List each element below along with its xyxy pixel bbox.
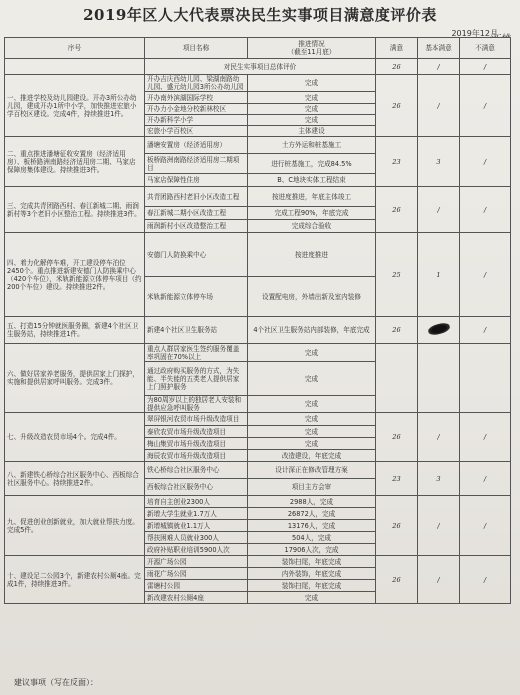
- project-progress: 进行桩基施工，完成84.5%: [248, 154, 376, 174]
- table-row: [5, 413, 511, 426]
- score-unsatisfied[interactable]: /: [460, 187, 511, 233]
- project-progress: 完成: [248, 115, 376, 126]
- project-progress: 完成工程90%，年底完成: [248, 207, 376, 220]
- score-satisfied[interactable]: 23: [376, 137, 418, 187]
- table-row: [5, 187, 511, 207]
- score-basic[interactable]: /: [418, 413, 460, 462]
- score-basic[interactable]: 3: [418, 462, 460, 496]
- score-satisfied[interactable]: 26: [376, 556, 418, 604]
- project-progress: 设置配电房，外墙出新及室内装修: [248, 277, 376, 317]
- score-unsatisfied[interactable]: /: [460, 75, 511, 137]
- table-row: [5, 75, 511, 92]
- table-row: [5, 233, 511, 277]
- project-name: 新建4个社区卫生服务站: [145, 317, 248, 344]
- scribble-mark: [427, 321, 451, 336]
- overview-score-basic[interactable]: /: [418, 59, 460, 75]
- table-row: [5, 137, 511, 154]
- score-unsatisfied[interactable]: /: [460, 317, 511, 344]
- project-progress: 4个社区卫生服务站内部装修，年底完成: [248, 317, 376, 344]
- score-basic[interactable]: [418, 344, 460, 413]
- score-basic[interactable]: /: [418, 496, 460, 556]
- project-name: 雨花广场公园: [145, 568, 248, 580]
- score-unsatisfied[interactable]: /: [460, 462, 511, 496]
- score-basic[interactable]: /: [418, 556, 460, 604]
- score-satisfied[interactable]: 25: [376, 233, 418, 317]
- project-name: 米轨新能源立体停车场: [145, 277, 248, 317]
- project-progress: 17906人次，完成: [248, 544, 376, 556]
- group-description: 十、建设足二公园3个，新建农村公厕4座。完成1件，持续推进3件。: [5, 556, 145, 604]
- score-satisfied[interactable]: 26: [376, 413, 418, 462]
- header-name: 项目名称: [145, 38, 248, 59]
- project-name: 开办南外滨湖国际学校: [145, 92, 248, 104]
- score-basic[interactable]: /: [418, 187, 460, 233]
- project-progress: 改造建设，年底完成: [248, 450, 376, 462]
- project-name: 帮扶困难人员就业300人: [145, 532, 248, 544]
- project-progress: 完成综合验收: [248, 220, 376, 233]
- header-satisfied: 满意: [376, 38, 418, 59]
- project-progress: 装饰扫尾，年底完成: [248, 580, 376, 592]
- score-unsatisfied[interactable]: /: [460, 556, 511, 604]
- project-name: 海辰农贸市场升级改造项目: [145, 450, 248, 462]
- overview-label: 对民生实事项目总体评价: [145, 59, 376, 75]
- header-unsatisfied: 不满意: [460, 38, 511, 59]
- project-progress: 设计深正在修改管理方案: [248, 462, 376, 479]
- project-name: 马家店保障性住房: [145, 174, 248, 187]
- overview-score-unsatisfied[interactable]: /: [460, 59, 511, 75]
- score-satisfied[interactable]: 23: [376, 462, 418, 496]
- header-basic: 基本满意: [418, 38, 460, 59]
- project-name: 开办力小金地分校新林校区: [145, 104, 248, 115]
- group-description: 一、推进学校及幼儿园建设。开办3所公办幼儿园，建成开办1所中小学，加快推进宏旅小学百校区建设。完成4件，持续推进1件。: [5, 75, 145, 137]
- date-label: 2019年12月: [451, 29, 498, 38]
- score-satisfied[interactable]: 26: [376, 187, 418, 233]
- table-row: [5, 344, 511, 362]
- table-row: [5, 496, 511, 508]
- project-name: 为80周岁以上的独居老人安装和提供应急呼叫服务: [145, 396, 248, 413]
- group-description: 五、打造15分钟就医服务圈，新建4个社区卫生服务站，持续推进1件。: [5, 317, 145, 344]
- score-basic[interactable]: 1: [418, 233, 460, 317]
- score-satisfied[interactable]: 26: [376, 496, 418, 556]
- score-basic[interactable]: 3: [418, 137, 460, 187]
- project-name: 雷塘村公园: [145, 580, 248, 592]
- footer-note: 建议事项（写在反面）：: [14, 678, 98, 687]
- table-row: [5, 317, 511, 344]
- project-name: 宏旅小学百校区: [145, 126, 248, 137]
- project-progress: 完成: [248, 413, 376, 426]
- score-basic[interactable]: [418, 317, 460, 344]
- group-description: 七、升级改造农贸市场4个。完成4件。: [5, 413, 145, 462]
- project-progress: 完成: [248, 75, 376, 92]
- project-progress: 完成: [248, 396, 376, 413]
- project-progress: 26872人，完成: [248, 508, 376, 520]
- project-progress: 完成: [248, 592, 376, 604]
- project-name: 雨润新村小区改造整治工程: [145, 220, 248, 233]
- project-progress: 按进度推进: [248, 233, 376, 277]
- project-progress: 主体建设: [248, 126, 376, 137]
- table-row: [5, 556, 511, 568]
- project-name: 春江新城二期小区改造工程: [145, 207, 248, 220]
- project-name: 通过政府购买服务的方式，为失能、半失能的五类老人提供居家上门照护服务: [145, 362, 248, 396]
- score-unsatisfied[interactable]: /: [460, 233, 511, 317]
- project-name: 开办吉庆西幼儿园、梁湖南路幼儿园、盛元幼儿园3所公办幼儿园: [145, 75, 248, 92]
- project-name: 梅山集贸市场升级改造项目: [145, 438, 248, 450]
- score-satisfied[interactable]: 26: [376, 317, 418, 344]
- project-name: 铁心桥综合社区服务中心: [145, 462, 248, 479]
- project-progress: 按进度推进，年底主体竣工: [248, 187, 376, 207]
- project-progress: 13176人，完成: [248, 520, 376, 532]
- score-satisfied[interactable]: 26: [376, 75, 418, 137]
- project-progress: B、C地块实体工程结束: [248, 174, 376, 187]
- project-progress: 504人，完成: [248, 532, 376, 544]
- project-progress: 完成: [248, 362, 376, 396]
- project-name: 共青团路西村老旧小区改造工程: [145, 187, 248, 207]
- project-progress: 完成: [248, 438, 376, 450]
- project-name: 安德门人防换乘中心: [145, 233, 248, 277]
- page-title: 2019年区人大代表票决民生实事项目满意度评价表: [83, 6, 437, 24]
- project-name: 重点人群居家医生签约服务覆盖率巩固在70%以上: [145, 344, 248, 362]
- group-description: 八、新建铁心桥综合社区服务中心、西板综合社区服务中心。持续推进2件。: [5, 462, 145, 496]
- project-name: 开办新科学小学: [145, 115, 248, 126]
- group-description: 六、做好居家养老服务，提供居家上门探护，实施和提供居家呼叫服务。完成3件。: [5, 344, 145, 413]
- score-unsatisfied[interactable]: /: [460, 137, 511, 187]
- score-basic[interactable]: /: [418, 75, 460, 137]
- project-progress: 2988人，完成: [248, 496, 376, 508]
- project-progress: 项目主方会审: [248, 479, 376, 496]
- overview-score-satisfied[interactable]: 26: [376, 59, 418, 75]
- project-name: 潘塘安置房（经济适用房）: [145, 137, 248, 154]
- project-name: 新增大学生就业1.7万人: [145, 508, 248, 520]
- project-name: 新改建农村公厕4座: [145, 592, 248, 604]
- project-progress: 完成: [248, 92, 376, 104]
- table-row: [5, 462, 511, 479]
- project-name: 泰欣农贸市场升级改造项目: [145, 426, 248, 438]
- header-seq: 序号: [5, 38, 145, 59]
- project-name: 板桥路洲南路经济适用房二期项目: [145, 154, 248, 174]
- project-name: 翠屏银河农贸市场升级改造项目: [145, 413, 248, 426]
- header-progress: 推进情况 （截至11月底）: [248, 38, 376, 59]
- project-name: 西板综合社区服务中心: [145, 479, 248, 496]
- score-unsatisfied[interactable]: /: [460, 496, 511, 556]
- group-description: 九、促进创业创新就业，加大就业帮扶力度。完成5件。: [5, 496, 145, 556]
- project-name: 培育自主创业2300人: [145, 496, 248, 508]
- project-progress: 完成: [248, 426, 376, 438]
- group-description: 三、完成共青团路西村、春江新城二期、雨润新村等3个老旧小区整治工程。持续推进3件。: [5, 187, 145, 233]
- overview-row: [5, 59, 511, 75]
- project-name: 政府补贴职业培训5900人次: [145, 544, 248, 556]
- project-progress: 完成: [248, 344, 376, 362]
- project-progress: 完成: [248, 104, 376, 115]
- project-name: 新增城镇就业1.1万人: [145, 520, 248, 532]
- project-progress: 装饰扫尾，年底完成: [248, 556, 376, 568]
- evaluation-table: [4, 37, 511, 604]
- score-unsatisfied[interactable]: [460, 344, 511, 413]
- project-progress: 内外装饰，年底完成: [248, 568, 376, 580]
- group-description: 二、重点推进潘塘征收安置房（经济适用房）、板桥路洲南路经济适用房二期、马家店保障房集体建设。持续推进3件。: [5, 137, 145, 187]
- table-header-row: [5, 38, 511, 59]
- group-description: 四、着力化解停车难，开工建设停车泊位2450个。重点推进新建安德门人防换乘中心（420个车位），米轨新能源立体停车项目（约200个车位）建设。持续推进2件。: [5, 233, 145, 317]
- score-satisfied[interactable]: [376, 344, 418, 413]
- project-name: 开源广场公园: [145, 556, 248, 568]
- score-unsatisfied[interactable]: /: [460, 413, 511, 462]
- project-progress: 土方外运和桩基施工: [248, 137, 376, 154]
